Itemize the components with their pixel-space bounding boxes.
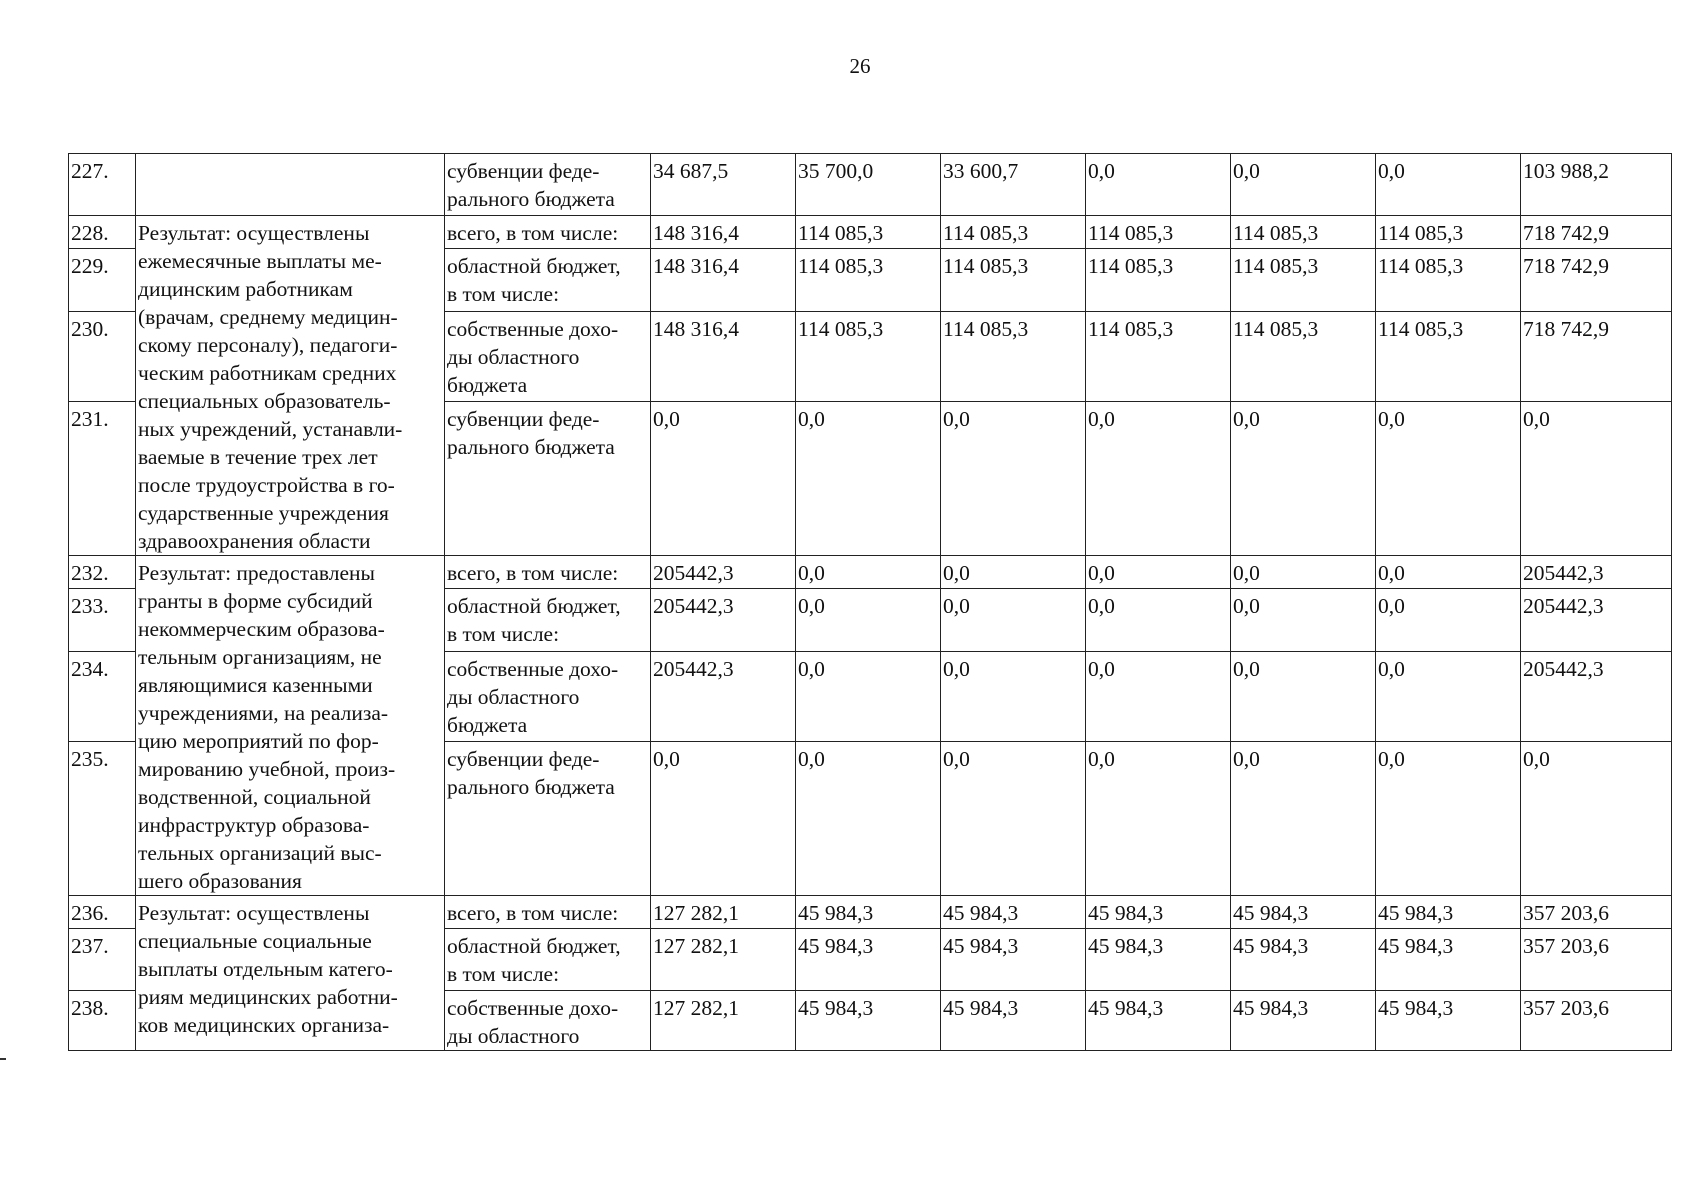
year-value: 0,0	[941, 556, 1086, 589]
total-value: 0,0	[1521, 741, 1672, 895]
year-value: 0,0	[1376, 154, 1521, 216]
total-value: 357 203,6	[1521, 929, 1672, 991]
total-value: 718 742,9	[1521, 312, 1672, 401]
result-description-line: цию мероприятий по фор-	[138, 729, 379, 753]
funding-source	[445, 589, 651, 652]
year-value: 35 700,0	[796, 154, 941, 216]
funding-source-line: субвенции феде-	[447, 406, 600, 431]
funding-source	[445, 249, 651, 312]
result-description-line: (врачам, среднему медицин-	[138, 305, 398, 329]
row-number: 237.	[69, 929, 136, 991]
funding-source	[445, 216, 651, 249]
total-value: 718 742,9	[1521, 249, 1672, 312]
year-value: 148 316,4	[651, 312, 796, 401]
year-value: 45 984,3	[1086, 991, 1231, 1051]
year-value: 0,0	[796, 401, 941, 555]
year-value: 114 085,3	[1231, 312, 1376, 401]
year-value: 0,0	[1231, 401, 1376, 555]
funding-source	[445, 401, 651, 555]
total-value: 205442,3	[1521, 589, 1672, 652]
year-value: 45 984,3	[941, 896, 1086, 929]
funding-source-line: рального бюджета	[447, 774, 615, 799]
result-description-line: специальных образователь-	[138, 389, 391, 413]
funding-source-line: собственные дохо-	[447, 317, 619, 342]
year-value: 114 085,3	[796, 312, 941, 401]
funding-source	[445, 312, 651, 401]
funding-source-line: в том числе:	[447, 282, 560, 307]
result-description-line: некоммерческим образова-	[138, 617, 385, 641]
year-value: 0,0	[1086, 589, 1231, 652]
funding-source-line: всего, в том числе:	[447, 901, 619, 925]
year-value: 45 984,3	[1231, 991, 1376, 1051]
year-value: 114 085,3	[1086, 216, 1231, 249]
total-value: 205442,3	[1521, 556, 1672, 589]
year-value: 45 984,3	[1231, 929, 1376, 991]
result-description-line: тельным организациям, не	[138, 645, 382, 669]
funding-source-line: областной бюджет,	[447, 934, 621, 958]
year-value: 114 085,3	[1376, 216, 1521, 249]
year-value: 34 687,5	[651, 154, 796, 216]
row-number: 228.	[69, 216, 136, 249]
result-description-line: мированию учебной, произ-	[138, 757, 396, 781]
row-number: 231.	[69, 401, 136, 555]
total-value: 0,0	[1521, 401, 1672, 555]
table-row	[69, 216, 1672, 249]
year-value: 0,0	[1376, 401, 1521, 555]
row-number: 232.	[69, 556, 136, 589]
total-value: 103 988,2	[1521, 154, 1672, 216]
result-description-line: ных учреждений, устанавли-	[138, 417, 403, 441]
funding-source-line: субвенции феде-	[447, 746, 600, 771]
year-value: 114 085,3	[941, 312, 1086, 401]
year-value: 0,0	[1086, 154, 1231, 216]
year-value: 0,0	[1376, 652, 1521, 741]
year-value: 148 316,4	[651, 216, 796, 249]
result-description	[136, 556, 445, 896]
row-number: 234.	[69, 652, 136, 741]
page-number: 26	[849, 54, 871, 78]
year-value: 0,0	[1231, 741, 1376, 895]
year-value: 114 085,3	[796, 249, 941, 312]
result-description-line: ков медицинских организа-	[138, 1013, 390, 1037]
row-number: 238.	[69, 991, 136, 1051]
table-row	[69, 154, 1672, 216]
year-value: 114 085,3	[1376, 312, 1521, 401]
row-number: 235.	[69, 741, 136, 895]
total-value: 357 203,6	[1521, 991, 1672, 1051]
year-value: 0,0	[1376, 741, 1521, 895]
result-description-line: учреждениями, на реализа-	[138, 701, 389, 725]
result-description-line: ческим работникам средних	[138, 361, 397, 385]
row-number: 236.	[69, 896, 136, 929]
row-number: 227.	[69, 154, 136, 216]
funding-source-line: областной бюджет,	[447, 594, 621, 619]
year-value: 0,0	[941, 652, 1086, 741]
result-description-line: риям медицинских работни-	[138, 985, 398, 1009]
year-value: 114 085,3	[1086, 312, 1231, 401]
budget-table	[68, 153, 1672, 1051]
funding-source-line: всего, в том числе:	[447, 221, 619, 245]
funding-source	[445, 556, 651, 589]
year-value: 114 085,3	[1231, 249, 1376, 312]
year-value: 0,0	[941, 589, 1086, 652]
year-value: 45 984,3	[1376, 896, 1521, 929]
year-value: 45 984,3	[1086, 896, 1231, 929]
funding-source	[445, 991, 651, 1051]
year-value: 45 984,3	[1376, 929, 1521, 991]
funding-source-line: собственные дохо-	[447, 657, 619, 682]
year-value: 114 085,3	[941, 249, 1086, 312]
funding-source	[445, 896, 651, 929]
year-value: 0,0	[1086, 741, 1231, 895]
funding-source-line: ды областного	[447, 1024, 580, 1048]
result-description	[136, 216, 445, 556]
funding-source-line: всего, в том числе:	[447, 561, 619, 585]
result-description-line: выплаты отдельным катего-	[138, 957, 393, 981]
year-value: 0,0	[1231, 154, 1376, 216]
funding-source-line: рального бюджета	[447, 434, 615, 459]
year-value: 127 282,1	[651, 991, 796, 1051]
year-value: 45 984,3	[1086, 929, 1231, 991]
table-row	[69, 896, 1672, 929]
total-value: 205442,3	[1521, 652, 1672, 741]
year-value: 45 984,3	[796, 896, 941, 929]
result-description-line: скому персоналу), педагоги-	[138, 333, 398, 357]
year-value: 0,0	[796, 652, 941, 741]
result-description-line: инфраструктур образова-	[138, 813, 370, 837]
result-description	[136, 896, 445, 1051]
result-description-line: шего образования	[138, 869, 302, 893]
result-description-line: водственной, социальной	[138, 785, 371, 809]
year-value: 0,0	[1086, 556, 1231, 589]
year-value: 45 984,3	[796, 991, 941, 1051]
funding-source-line: ды областного	[447, 345, 580, 370]
total-value: 357 203,6	[1521, 896, 1672, 929]
result-description-line: ежемесячные выплаты ме-	[138, 249, 382, 273]
year-value: 127 282,1	[651, 896, 796, 929]
year-value: 0,0	[1231, 652, 1376, 741]
year-value: 0,0	[796, 556, 941, 589]
year-value: 0,0	[796, 741, 941, 895]
result-description-line: дицинским работникам	[138, 277, 353, 301]
year-value: 205442,3	[651, 556, 796, 589]
year-value: 205442,3	[651, 652, 796, 741]
row-number: 230.	[69, 312, 136, 401]
year-value: 45 984,3	[1376, 991, 1521, 1051]
year-value: 114 085,3	[1376, 249, 1521, 312]
funding-source	[445, 929, 651, 991]
margin-mark	[0, 1058, 6, 1060]
result-description-line: специальные социальные	[138, 929, 372, 953]
funding-source-line: рального бюджета	[447, 187, 615, 211]
total-value: 718 742,9	[1521, 216, 1672, 249]
table-row	[69, 556, 1672, 589]
funding-source-line: субвенции феде-	[447, 159, 600, 183]
funding-source	[445, 741, 651, 895]
result-description-line: Результат: осуществлены	[138, 221, 370, 245]
year-value: 33 600,7	[941, 154, 1086, 216]
year-value: 114 085,3	[941, 216, 1086, 249]
year-value: 45 984,3	[941, 929, 1086, 991]
funding-source-line: ды областного	[447, 685, 580, 710]
result-description-line: Результат: осуществлены	[138, 901, 370, 925]
year-value: 0,0	[1376, 556, 1521, 589]
year-value: 0,0	[1086, 401, 1231, 555]
year-value: 45 984,3	[796, 929, 941, 991]
result-description-line: ваемые в течение трех лет	[138, 445, 378, 469]
result-description-line: Результат: предоставлены	[138, 561, 376, 585]
year-value: 114 085,3	[1086, 249, 1231, 312]
year-value: 0,0	[1086, 652, 1231, 741]
year-value: 127 282,1	[651, 929, 796, 991]
year-value: 114 085,3	[796, 216, 941, 249]
year-value: 0,0	[941, 401, 1086, 555]
year-value: 205442,3	[651, 589, 796, 652]
year-value: 0,0	[651, 401, 796, 555]
result-description-line: после трудоустройства в го-	[138, 473, 395, 497]
funding-source	[445, 154, 651, 216]
result-description-line: сударственные учреждения	[138, 501, 389, 525]
year-value: 0,0	[1231, 556, 1376, 589]
year-value: 0,0	[651, 741, 796, 895]
funding-source	[445, 652, 651, 741]
year-value: 0,0	[1376, 589, 1521, 652]
funding-source-line: в том числе:	[447, 622, 560, 647]
result-description-line: тельных организаций выс-	[138, 841, 382, 865]
year-value: 45 984,3	[941, 991, 1086, 1051]
year-value: 0,0	[1231, 589, 1376, 652]
row-number: 233.	[69, 589, 136, 652]
year-value: 45 984,3	[1231, 896, 1376, 929]
year-value: 114 085,3	[1231, 216, 1376, 249]
result-description-line: здравоохранения области	[138, 529, 371, 553]
year-value: 0,0	[941, 741, 1086, 895]
result-description-line: являющимися казенными	[138, 673, 373, 697]
funding-source-line: собственные дохо-	[447, 996, 619, 1020]
funding-source-line: областной бюджет,	[447, 254, 621, 279]
year-value: 148 316,4	[651, 249, 796, 312]
funding-source-line: бюджета	[447, 713, 528, 738]
result-description	[136, 154, 445, 216]
result-description-line: гранты в форме субсидий	[138, 589, 373, 613]
row-number: 229.	[69, 249, 136, 312]
year-value: 0,0	[796, 589, 941, 652]
funding-source-line: бюджета	[447, 373, 528, 398]
funding-source-line: в том числе:	[447, 962, 560, 986]
